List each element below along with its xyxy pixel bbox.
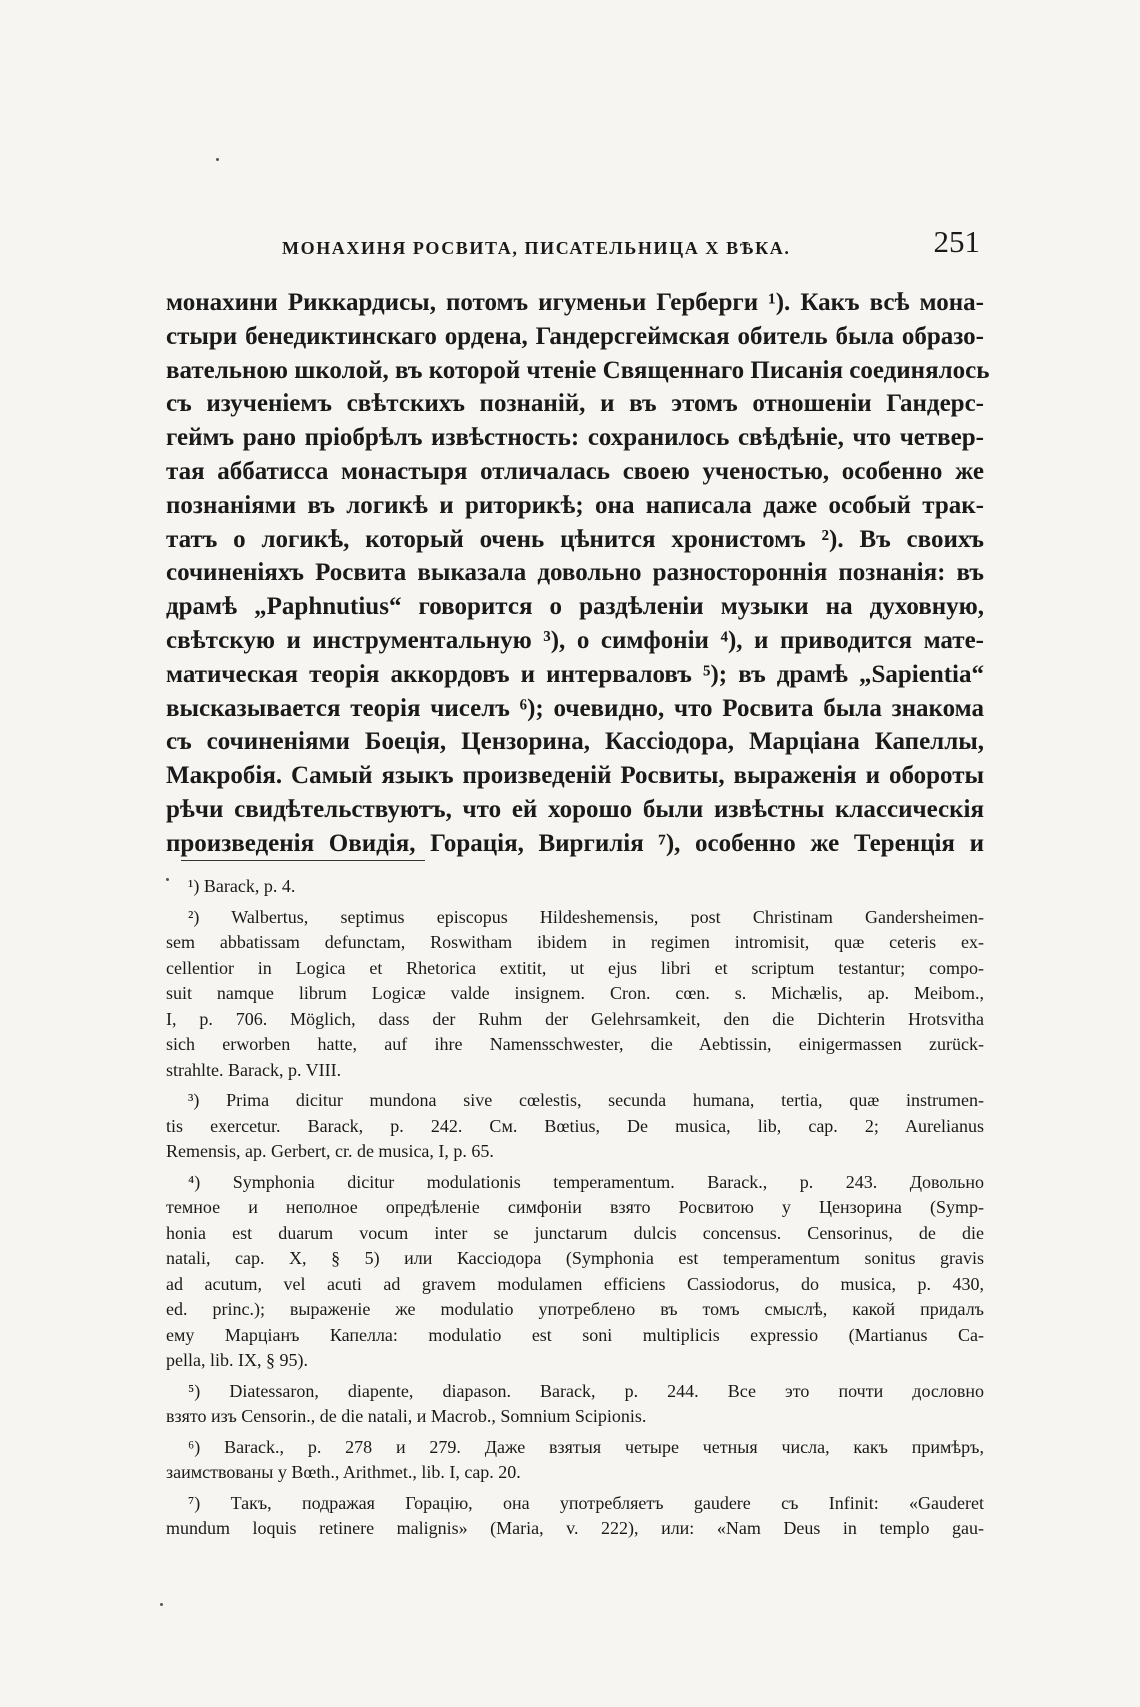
- footnote-line: tis exercetur. Barack, p. 242. См. Bœtius, De musica, lib, cap. 2; Aurelianus: [166, 1115, 984, 1136]
- footnote-line: ²) Walbertus, septimus episcopus Hildeshemensis, post Christinam Gandersheimen-: [188, 906, 984, 927]
- footnote-line: sem abbatissam defunctam, Roswitham ibidem in regimen intromisit, quæ ceteris ex-: [166, 932, 984, 952]
- print-speck: [160, 1603, 163, 1606]
- footnote: [166, 905, 984, 1084]
- footnote-line: pella, lib. IX, § 95).: [166, 1350, 308, 1370]
- footnote-line: взято изъ Censorin., de die natali, и Macrob., Somnium Scipionis.: [166, 1406, 647, 1426]
- footnote-line: ¹) Barack, p. 4.: [188, 876, 296, 896]
- footnote: [166, 1088, 984, 1165]
- footnote-line: honia est duarum vocum inter se junctarum dulcis concensus. Censorinus, de die: [166, 1222, 984, 1243]
- text-line: вательною школой, въ которой чтеніе Священнаго Писанія соединялось: [166, 356, 990, 384]
- text-line: произведенія Овидія, Горація, Виргилія ⁷), особенно же Теренція и: [166, 829, 984, 857]
- footnote-line: natali, cap. X, § 5) или Кассіодора (Symphonia est temperamentum sonitus gravis: [166, 1248, 984, 1268]
- footnote: [166, 874, 984, 900]
- footnote-line: ³) Prima dicitur mundona sive cœlestis, secunda humana, tertia, quæ instrumen-: [188, 1090, 984, 1110]
- footnote-rule: [181, 860, 425, 861]
- footnote-line: ⁵) Diatessaron, diapente, diapason. Barack, p. 244. Все это почти дословно: [188, 1380, 984, 1401]
- footnote-line: mundum loquis retinere malignis» (Maria, v. 222), или: «Nam Deus in templo gau-: [166, 1518, 984, 1538]
- footnote-line: cellentior in Logica et Rhetorica extitit, ut ejus libri et scriptum testantur; compo-: [166, 957, 984, 978]
- running-title: МОНАХИНЯ РОСВИТА, ПИСАТЕЛЬНИЦА X ВѢКА.: [282, 238, 791, 258]
- text-line: съ сочиненіями Боеція, Цензорина, Кассіодора, Марціана Капеллы,: [166, 728, 984, 756]
- text-line: геймъ рано пріобрѣлъ извѣстность: сохранилось свѣдѣніе, что четвер-: [166, 424, 984, 452]
- text-line: Макробія. Самый языкъ произведеній Росвиты, выраженія и обороты: [166, 762, 984, 790]
- footnote-line: ему Марціанъ Капелла: modulatio est soni multiplicis expressio (Martianus Ca-: [166, 1324, 984, 1345]
- text-line: сочиненіяхъ Росвита выказала довольно разностороннія познанія: въ: [166, 559, 984, 587]
- text-line: высказывается теорія чиселъ ⁶); очевидно, что Росвита была знакома: [166, 694, 984, 722]
- footnote: [166, 1379, 984, 1430]
- print-speck: [166, 878, 169, 881]
- footnote: [166, 1491, 984, 1542]
- text-line: тая аббатисса монастыря отличалась своею ученостью, особенно же: [166, 457, 984, 485]
- text-line: монахини Риккардисы, потомъ игуменьи Герберги ¹). Какъ всѣ мона-: [166, 289, 984, 316]
- text-line: свѣтскую и инструментальную ³), о симфоніи ⁴), и приводится мате-: [166, 626, 984, 654]
- footnote-line: темное и неполное опредѣленіе симфоніи взято Росвитою у Цензорина (Symp-: [166, 1197, 984, 1217]
- footnotes: [166, 874, 984, 1542]
- footnote-line: ⁷) Такъ, подражая Горацію, она употребляетъ gaudere съ Infinit: «Gauderet: [188, 1492, 984, 1513]
- text-line: татъ о логикѣ, который очень цѣнится хронистомъ ²). Въ своихъ: [166, 525, 984, 553]
- footnote-line: suit namque librum Logicæ valde insignem. Cron. cœn. s. Michælis, ap. Meibom.,: [166, 983, 984, 1003]
- text-line: драмѣ „Paphnutius“ говорится о раздѣленіи музыки на духовную,: [166, 593, 984, 621]
- footnote-line: sich erworben hatte, auf ihre Namensschwester, die Aebtissin, einigermassen zurück-: [166, 1034, 984, 1054]
- text-line: рѣчи свидѣтельствуютъ, что ей хорошо были извѣстны классическія: [166, 795, 984, 823]
- footnote-line: strahlte. Barack, p. VIII.: [166, 1059, 342, 1080]
- footnote-line: ⁶) Barack., p. 278 и 279. Даже взятыя четыре четныя числа, какъ примѣръ,: [188, 1436, 984, 1457]
- text-line: стыри бенедиктинскаго ордена, Гандерсгеймская обитель была образо-: [166, 322, 984, 350]
- footnote: [166, 1435, 984, 1486]
- text-line: съ изученіемъ свѣтскихъ познаній, и въ этомъ отношеніи Гандерс-: [166, 390, 984, 418]
- footnote-line: ad acutum, vel acuti ad gravem modulamen efficiens Cassiodorus, do musica, p. 430,: [166, 1273, 984, 1294]
- page-header: [282, 224, 982, 264]
- main-text: [166, 286, 990, 861]
- text-line: познаніями въ логикѣ и риторикѣ; она написала даже особый трак-: [166, 491, 984, 519]
- footnote-line: Remensis, ap. Gerbert, cr. de musica, I, p. 65.: [166, 1141, 494, 1161]
- footnote-line: ⁴) Symphonia dicitur modulationis temperamentum. Barack., p. 243. Довольно: [188, 1171, 984, 1192]
- text-line: матическая теорія аккордовъ и интерваловъ ⁵); въ драмѣ „Sapientia“: [166, 660, 984, 688]
- footnote-line: ed. princ.); выраженіе же modulatio употреблено въ томъ смыслѣ, какой придалъ: [166, 1299, 984, 1319]
- page-number: 251: [933, 224, 980, 259]
- footnote-line: заимствованы у Bœth., Arithmet., lib. I, cap. 20.: [166, 1462, 521, 1482]
- footnote-line: I, p. 706. Möglich, dass der Ruhm der Gelehrsamkeit, den die Dichterin Hrotsvitha: [166, 1008, 984, 1029]
- print-speck: [216, 158, 219, 161]
- footnote: [166, 1170, 984, 1374]
